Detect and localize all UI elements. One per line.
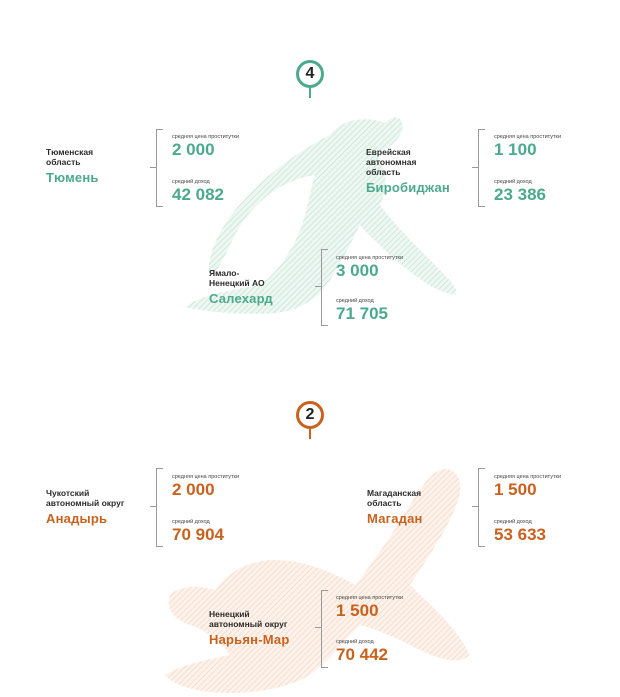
section-rank-4: [0, 0, 620, 345]
bracket-tick: [315, 627, 321, 628]
city-anadyr: [46, 488, 124, 526]
price-label: средняя цена проститутки: [336, 255, 404, 261]
income-stat: [172, 179, 224, 204]
price-label: средняя цена проститутки: [336, 595, 404, 601]
city-name: Магадан: [367, 511, 423, 526]
income-label: средний доход: [494, 179, 532, 185]
bracket-tick: [150, 506, 156, 507]
bracket-tick: [150, 167, 156, 168]
income-label: средний доход: [336, 298, 374, 304]
bracket-tick: [472, 167, 478, 168]
price-value: 3 000: [336, 261, 379, 280]
price-label: средняя цена проститутки: [172, 134, 240, 140]
bracket: [321, 590, 328, 668]
bracket: [156, 468, 163, 547]
income-stat: [494, 519, 546, 544]
price-stat: [172, 474, 239, 499]
price-stat: [336, 595, 403, 620]
bracket: [478, 468, 485, 547]
region-name: Магаданская область: [367, 488, 422, 508]
bracket: [321, 249, 328, 326]
income-label: средний доход: [336, 639, 374, 645]
price-value: 2 000: [172, 140, 215, 159]
bracket-tick: [315, 286, 321, 287]
income-value: 70 442: [336, 645, 388, 664]
price-value: 1 500: [336, 601, 379, 620]
region-name: Ямало- Ненецкий АО: [209, 268, 265, 288]
city-name: Анадырь: [46, 511, 108, 526]
income-stat: [494, 179, 546, 204]
region-name: Тюменская область: [46, 147, 94, 167]
price-stat: [336, 255, 403, 280]
city-birobidzhan: [366, 147, 450, 195]
income-value: 53 633: [494, 525, 546, 544]
region-name: Чукотский автономный округ: [46, 488, 125, 508]
city-name: Тюмень: [46, 170, 99, 185]
price-value: 2 000: [172, 480, 215, 499]
region-name: Ненецкий автономный округ: [209, 609, 288, 629]
income-label: средний доход: [494, 519, 532, 525]
bracket: [156, 129, 163, 207]
city-naryan-mar: [209, 609, 289, 647]
price-label: средняя цена проститутки: [494, 134, 562, 140]
income-value: 42 082: [172, 185, 224, 204]
income-value: 23 386: [494, 185, 546, 204]
price-label: средняя цена проститутки: [172, 474, 240, 480]
silhouette-figure-orange: [160, 465, 480, 697]
badge-stem: [309, 88, 311, 98]
price-value: 1 500: [494, 480, 537, 499]
income-label: средний доход: [172, 519, 210, 525]
price-stat: [494, 134, 561, 159]
city-tyumen: [46, 147, 99, 185]
income-stat: [172, 519, 224, 544]
income-stat: [336, 298, 388, 323]
city-salekhard: [209, 268, 273, 306]
city-name: Нарьян-Мар: [209, 632, 290, 647]
section-rank-2: [0, 345, 620, 697]
price-value: 1 100: [494, 140, 537, 159]
bracket: [478, 129, 485, 207]
income-value: 70 904: [172, 525, 224, 544]
price-stat: [172, 134, 239, 159]
price-label: средняя цена проститутки: [494, 474, 562, 480]
badge-stem: [309, 429, 311, 439]
income-stat: [336, 639, 388, 664]
bracket-tick: [472, 506, 478, 507]
price-stat: [494, 474, 561, 499]
city-name: Салехард: [209, 291, 273, 306]
rank-badge: 2: [296, 401, 324, 429]
city-magadan: [367, 488, 423, 526]
income-value: 71 705: [336, 304, 388, 323]
region-name: Еврейская автономная область: [366, 147, 417, 177]
income-label: средний доход: [172, 179, 210, 185]
rank-badge: 4: [296, 60, 324, 88]
city-name: Биробиджан: [366, 180, 450, 195]
